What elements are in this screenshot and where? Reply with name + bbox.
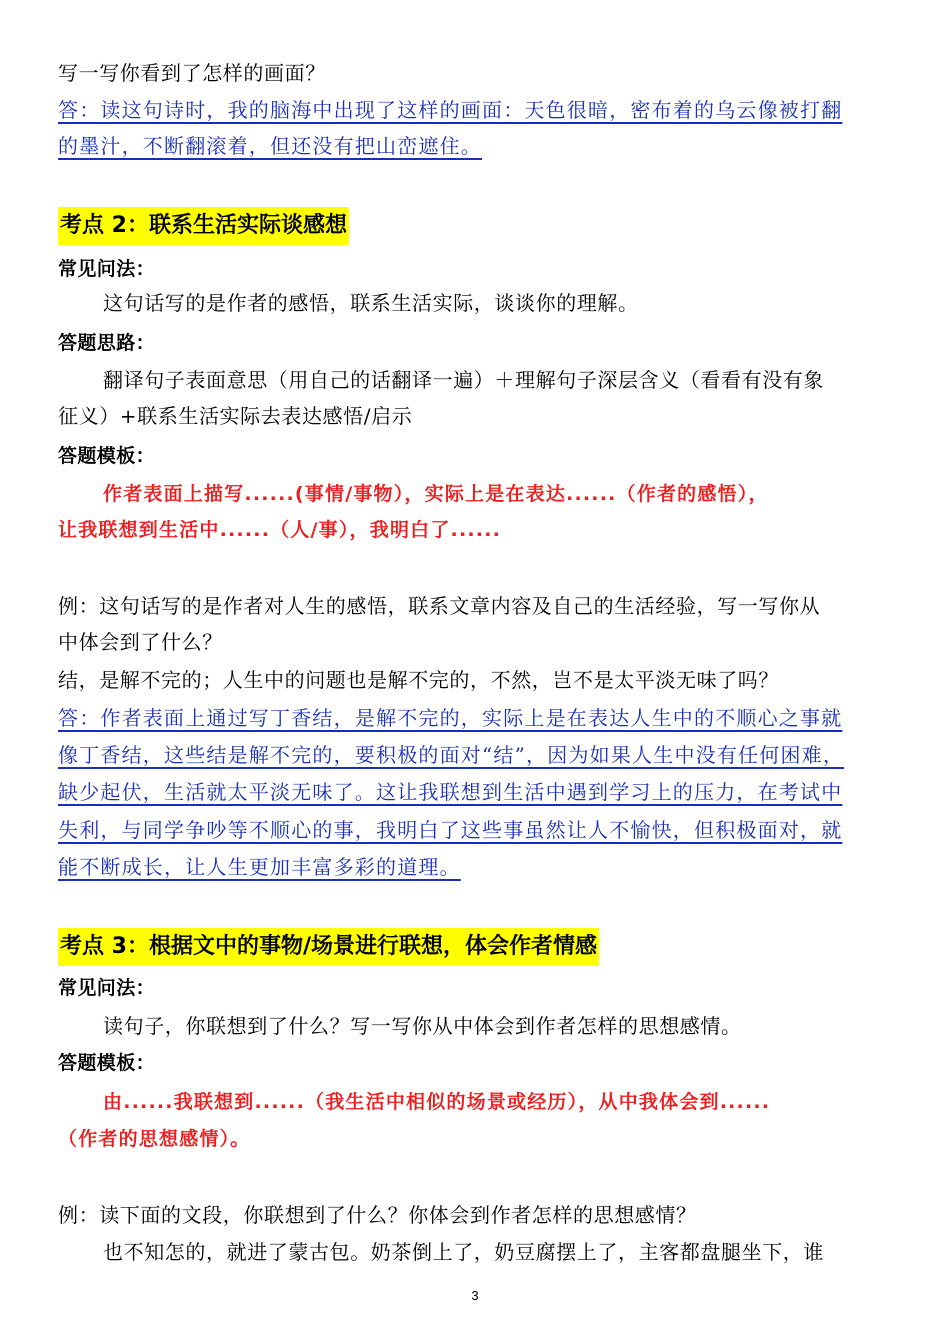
answer-template-line: 让我联想到生活中......（人/事），我明白了...... [58, 519, 502, 541]
common-question-label: 常见问法： [58, 977, 156, 999]
answer-line: 的墨汁，不断翻滚着，但还没有把山峦遮住。 [58, 134, 482, 158]
answer-template-line: 由......我联想到......（我生活中相似的场景或经历），从中我体会到...... [103, 1091, 771, 1113]
example-line: 也不知怎的，就进了蒙古包。奶茶倒上了，奶豆腐摆上了，主客都盘腿坐下，谁 [103, 1240, 824, 1264]
answer-idea-line: 征义）+联系生活实际去表达感悟/启示 [58, 404, 413, 428]
common-question-label: 常见问法： [58, 258, 156, 280]
section-heading-point2: 考点 2：联系生活实际谈感想 [58, 207, 349, 245]
answer-template-line: （作者的思想感情）。 [58, 1128, 251, 1150]
answer-line: 像丁香结，这些结是解不完的，要积极的面对“结”，因为如果人生中没有任何困难， [58, 743, 845, 767]
answer-line: 能不断成长，让人生更加丰富多彩的道理。 [58, 855, 461, 879]
answer-line: 失利，与同学争吵等不顺心的事，我明白了这些事虽然让人不愉快，但积极面对，就 [58, 818, 843, 842]
section-heading-point3: 考点 3：根据文中的事物/场景进行联想，体会作者情感 [58, 928, 599, 966]
answer-line: 答：作者表面上通过写丁香结，是解不完的，实际上是在表达人生中的不顺心之事就 [58, 706, 843, 730]
example-line: 例：这句话写的是作者对人生的感悟，联系文章内容及自己的生活经验，写一写你从 [58, 594, 821, 618]
answer-idea-line: 翻译句子表面意思（用自己的话翻译一遍）＋理解句子深层含义（看看有没有象 [103, 368, 824, 392]
page-number: 3 [471, 1288, 479, 1303]
example-line: 结，是解不完的；人生中的问题也是解不完的，不然，岂不是太平淡无味了吗？ [58, 668, 779, 692]
answer-line: 缺少起伏，生活就太平淡无味了。这让我联想到生活中遇到学习上的压力，在考试中 [58, 780, 843, 804]
answer-idea-label: 答题思路： [58, 332, 156, 354]
common-question-text: 读句子，你联想到了什么？写一写你从中体会到作者怎样的思想感情。 [103, 1014, 742, 1038]
answer-template-label: 答题模板： [58, 445, 156, 467]
question-text: 写一写你看到了怎样的画面？ [58, 61, 326, 85]
answer-line: 答：读这句诗时，我的脑海中出现了这样的画面：天色很暗，密布着的乌云像被打翻 [58, 98, 843, 122]
example-line: 例：读下面的文段，你联想到了什么？你体会到作者怎样的思想感情？ [58, 1203, 697, 1227]
example-line: 中体会到了什么？ [58, 630, 223, 654]
answer-template-line: 作者表面上描写......(事情/事物），实际上是在表达......（作者的感悟）， [103, 483, 769, 505]
answer-template-label: 答题模板： [58, 1052, 156, 1074]
common-question-text: 这句话写的是作者的感悟，联系生活实际，谈谈你的理解。 [103, 291, 639, 315]
